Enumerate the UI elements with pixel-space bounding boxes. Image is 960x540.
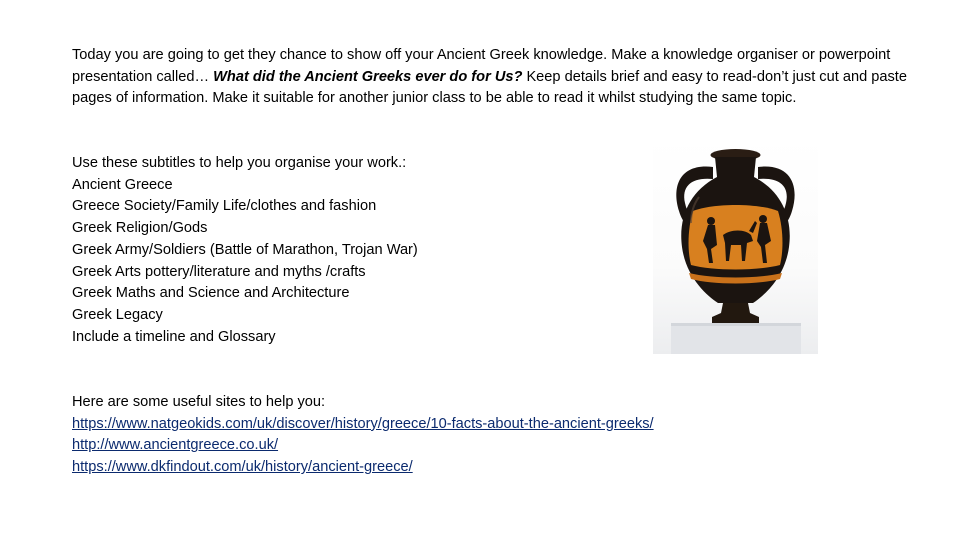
subtitle-item: Greek Arts pottery/literature and myths /crafts bbox=[72, 263, 366, 280]
presentation-title: What did the Ancient Greeks ever do for Us? bbox=[213, 68, 523, 85]
display-pedestal bbox=[671, 323, 801, 354]
subtitle-item: Greek Army/Soldiers (Battle of Marathon, Trojan War) bbox=[72, 241, 418, 258]
intro-text-end: Keep details brief and easy to read-don’t just cut and paste pages of information. Make it suitable for another junior class to be able to read it whilst studying the same topic. bbox=[72, 68, 907, 107]
subtitle-item: Greek Legacy bbox=[72, 306, 163, 323]
subtitles-list bbox=[72, 153, 632, 348]
dkfindout-link[interactable]: https://www.dkfindout.com/uk/history/ancient-greece/ bbox=[72, 459, 413, 476]
intro-text-start: Today you are going to get they chance to show off your Ancient Greek knowledge. Make a knowledge organiser or powerpoint presentation called… bbox=[72, 47, 891, 85]
intro-paragraph bbox=[72, 45, 912, 110]
subtitle-item: Ancient Greece bbox=[72, 176, 173, 193]
subtitle-item: Include a timeline and Glossary bbox=[72, 328, 276, 345]
subtitle-item: Greek Religion/Gods bbox=[72, 220, 208, 237]
subtitles-heading: Use these subtitles to help you organise your work.: bbox=[72, 155, 407, 171]
ancientgreece-link[interactable]: http://www.ancientgreece.co.uk/ bbox=[72, 437, 279, 454]
natgeokids-link[interactable]: https://www.natgeokids.com/uk/discover/history/greece/10-facts-about-the-ancient-greeks/ bbox=[72, 415, 654, 432]
amphora-illustration bbox=[653, 137, 818, 354]
greek-amphora-image bbox=[653, 137, 818, 354]
useful-sites bbox=[72, 392, 912, 479]
subtitle-item: Greek Maths and Science and Architecture bbox=[72, 285, 350, 302]
vase-foot bbox=[712, 303, 759, 323]
links-heading: Here are some useful sites to help you: bbox=[72, 394, 326, 410]
subtitle-item: Greece Society/Family Life/clothes and fashion bbox=[72, 198, 377, 215]
